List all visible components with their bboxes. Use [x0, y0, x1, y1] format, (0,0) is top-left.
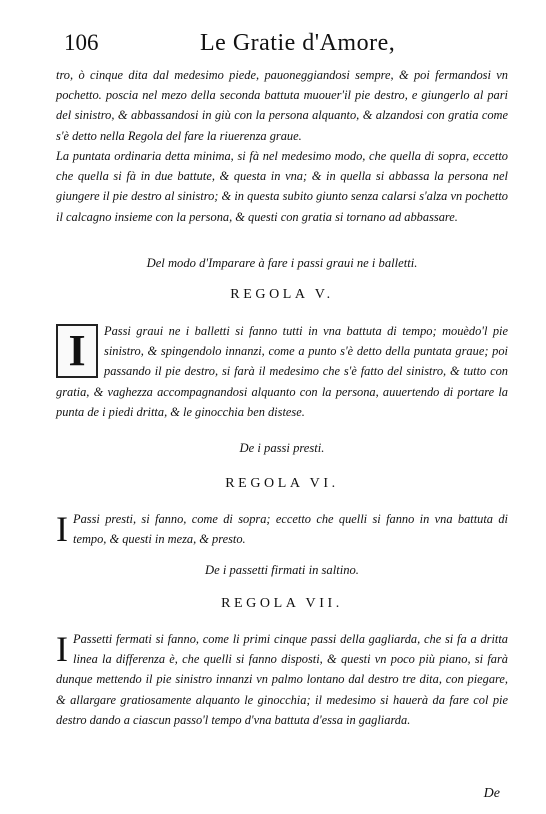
regola-vii-paragraph [56, 629, 508, 730]
section-heading-passi-presti: De i passi presti. [239, 441, 325, 455]
paragraph-continued: tro, ò cinque dita dal medesimo piede, pauoneggiandosi sempre, & poi fermandosi vn pochetto. poscia nel mezo della seconda battuta muouer'il pie destro, e giungerlo al pari del sinistro, & abbassandosi in giù con la persona alquanto, & alzandosi con gratia come s'è detto nella Regola del fare la riuerenza graue. [56, 68, 508, 143]
page-number: 106 [64, 30, 99, 55]
catchword: De [483, 786, 500, 801]
regola-vii-text: Passetti fermati si fanno, come li primi cinque passi della gagliarda, che si fa a dritta linea la differenza è, che quelli si fanno disposti, & questi vn poco più piano, si farà dunque mettendo il pie sinistro innanzi vn palmo lontano dal destro tre dita, con piegare, & allargare gratiosamente alquanto le ginocchia; il medesimo si hauerà da fare col pie destro dando a ciascun passo'l tempo d'vna battuta d'essa in gagliarda. [56, 632, 508, 727]
section-heading-passetti-fermati: De i passetti firmati in saltino. [205, 563, 359, 577]
paragraph-puntata-minima: La puntata ordinaria detta minima, si fà nel medesimo modo, che quella di sopra, eccetto che quella si fà in due battute, & questa in vna; & in quella si abbassa la persona nel giungere il pie destro al sinistro; & in questa subito giunto senza calarsi s'alza vn pochetto il calcagno insieme con la persona, & questi con gratia si tornano ad abbassare. [56, 149, 508, 224]
regola-v-title: REGOLA V. [230, 287, 334, 302]
decorated-initial: I [56, 324, 98, 378]
running-title: Le Gratie d'Amore, [200, 30, 396, 56]
initial-letter: I [56, 509, 68, 549]
regola-v-paragraph [56, 321, 508, 422]
section-heading-passi-graui: Del modo d'Imparare à fare i passi graui ne i balletti. [146, 256, 418, 270]
regola-v-text: Passi graui ne i balletti si fanno tutti in vna battuta di tempo; mouèdo'l pie sinistro, & spingendolo innanzi, come a punto s'è detto della puntata graue; poi passando il pie destro, si farà il medesimo che s'è fatto del sinistro, & tutto con gratia, & vaghezza accompagnandosi alquanto con la persona, auuertendo di portare la punta de i piedi dritta, & le ginocchia ben distese. [56, 324, 508, 419]
regola-vii-title: REGOLA VII. [221, 596, 343, 611]
page-header [64, 30, 504, 64]
regola-vi-paragraph [56, 509, 508, 549]
regola-vi-text: Passi presti, si fanno, come di sopra; eccetto che quelli si fanno in vna battuta di tempo, & questi in meza, & presto. [73, 512, 508, 547]
initial-letter: I [56, 629, 68, 669]
regola-vi-title: REGOLA VI. [225, 476, 339, 491]
